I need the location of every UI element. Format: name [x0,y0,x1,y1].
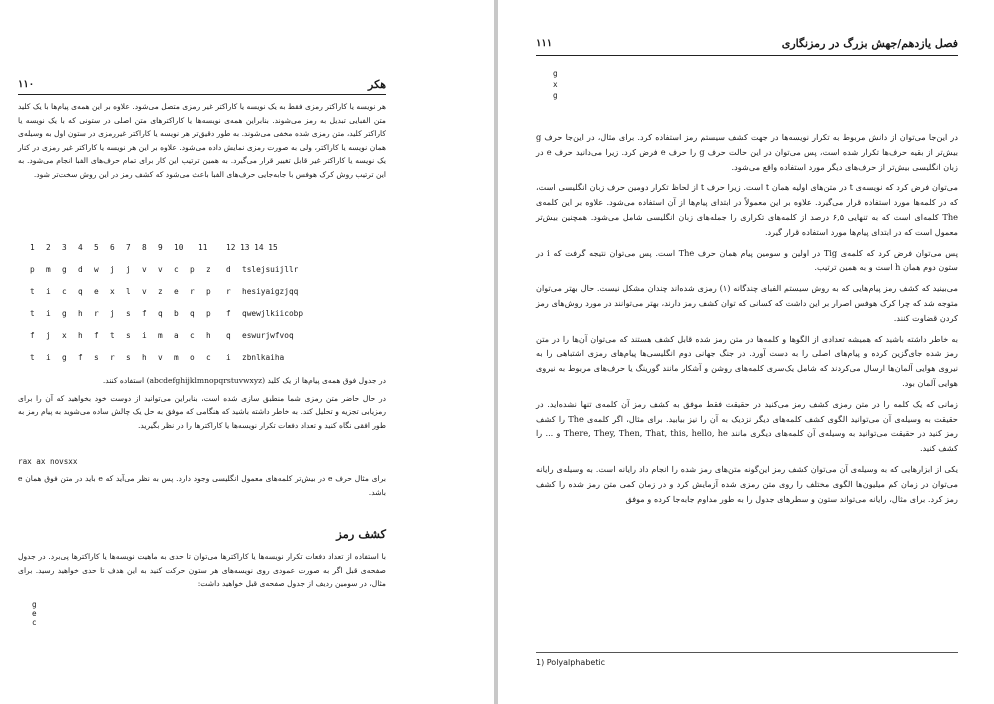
left-vertical-letters: g e c [32,600,37,627]
intro-paragraph: هر نویسه یا کاراکتر رمزی فقط به یک نویسه یا کاراکتر غیر رمزی متصل می‌شود. علاوه بر این همه‌ی پیام‌ها با یک کلید متن الفبایی تبدیل به رمز می‌شوند. بنابراین همه‌ی نویسه‌ها یا کاراکترهای متن اصلی در ستونی که با یک نویسه یا کاراکتر کلید، متن رمزی شده مخفی می‌شوند. به طور دقیق‌تر هر نویسه یا کاراکتر غیررمزی در ستون اول به وسیله‌ی همان نویسه یا کاراکتر، ولی به صورت رمزی نمایش داده می‌شود. علاوه بر این هر نویسه یا کاراکتر غیر رمزی در کنار یک نویسه یا کاراکتر غیر قابل تغییر قرار می‌گیرد. به همین ترتیب این کار برای تمام حرف‌های الفبا انجام می‌شود. به این ترتیب روش کرک هوفس با جابه‌جایی حرف‌های الفبا باعث می‌شود که کشف رمز در این روش سخت‌تر شود. [18,102,386,179]
paragraph-3: برای مثال حرف e در بیش‌تر کلمه‌های معمول انگلیسی وجود دارد. پس به نظر می‌آید که e باید در متن فوق همان e باشد. [18,474,387,497]
cipher-table-row: t i c q e x l v z e r p r hesiyaigzjqq [30,287,299,296]
right-header-rule [536,55,958,56]
right-paragraph: پس می‌توان فرض کرد که کلمه‌ی Tig در اولین و سومین پیام همان حرف The است. پس می‌توان نتیجه گرفت که i در ستون دوم همان h است و به همین ترتیب. [536,247,958,273]
right-page-number: ۱۱۱ [536,38,553,49]
right-paragraph: می‌بینید که کشف رمز پیام‌هایی که به روش سیستم الفبای چندگانه (۱) رمزی شده‌اند چندان مشکل نیست. حال بهتر می‌توان متوجه شد که چرا کرک هوفس اصرار بر این داشت که کسانی که توان کشف رمز دارند، بهتر می‌توانند در مورد روش‌های رمز کردن قضاوت کنند. [536,283,958,323]
cipher-table [30,237,332,369]
left-text-block-3 [18,472,386,503]
footnote: 1) Polyalphabetic [536,658,606,667]
cipher-table-row: t i g f s r s h v m o c i zbnlkaiha [30,353,285,362]
left-text-block-4 [18,550,386,595]
left-header-rule [18,94,386,95]
section-paragraph: با استفاده از تعداد دفعات تکرار نویسه‌ها یا کاراکترها می‌توان تا حدی به ماهیت نویسه‌ها یا کاراکترها پی‌برد. در جدول صفحه‌ی قبل اگر به صورت عمودی روی نویسه‌های هر ستون حرکت کنید به این هدف تا حدی خواهید رسید. برای مثال، در سومین ردیف از جدول صفحه‌ی قبل خواهید داشت: [18,552,386,588]
left-page-number: ۱۱۰ [18,79,35,90]
right-paragraph: در این‌جا می‌توان از دانش مربوط به تکرار نویسه‌ها در جهت کشف سیستم رمز استفاده کرد. برای مثال، در این‌جا حرف g بیش‌تر از بقیه حرف‌ها تکرار شده است، پس می‌توان در این حالت حرف g را حرف e فرض کرد. زیرا می‌دانید حرف e در زبان انگلیسی بیش‌تر از حرف‌های دیگر مورد استفاده واقع می‌شود. [536,132,958,172]
left-page-header [18,78,386,91]
right-paragraph: زمانی که یک کلمه را در متن رمزی کشف رمز می‌کنید در حقیقت فقط موفق به کشف رمز آن کلمه‌ی تنها نشده‌اید. در حقیقت به وسیله‌ی آن می‌توانید الگوی کشف کلمه‌های دیگر نزدیک به آن را نیز بیابید. برای مثال، اگر کلمه‌ی The را کشف رمز کنید در حقیقت می‌توانید به وسیله‌ی آن کلمه‌های دیگری مانند There, They, Then, That, this, hello, he و ... را کشف کنید. [536,398,959,454]
right-page-header [536,37,958,50]
cipher-table-header: 1 2 3 4 5 6 7 8 9 10 11 12 13 14 15 [30,243,278,252]
left-text-block-2 [18,374,386,436]
footnote-rule [536,652,958,653]
right-text-block [536,130,958,512]
right-paragraph: می‌توان فرض کرد که نویسه‌ی t در متن‌های اولیه همان t است. زیرا حرف t از لحاظ تکرار دومین حرف زبان انگلیسی است، که در کلمه‌ها مورد استفاده قرار می‌گیرد. علاوه بر این معمولاً در ابتدای پیام‌ها از آن استفاده می‌شود. علاوه بر این کلمه‌ی The کلمه‌ای است که به تنهایی ۶,۵ درصد از کلمه‌های تکراری را جمله‌های زبان انگلیسی شامل می‌شود. همچنین بیش‌تر معمول است که در ابتدای پیام‌ها مورد استفاده قرار گیرد. [536,182,958,237]
right-page-title: فصل یازدهم/جهش بزرگ در رمزنگاری [781,37,958,50]
right-page [498,0,994,704]
cipher-table-row: t i g h r j s f q b q p f qwewjlkiicobp [30,309,304,318]
left-page [0,0,494,704]
section-heading: کشف رمز [336,527,386,541]
right-paragraph: به خاطر داشته باشید که همیشه تعدادی از الگوها و کلمه‌ها در متن رمز شده قابل کشف هستند که می‌توان آن‌ها را در متن رمز شده جای‌گزین کرده و پیام‌های اصلی را به دست آورد. در جنگ جهانی دوم انگلیسی‌ها پیام‌های رمزی اشتباهی را به نیروی هوایی آلمان‌ها ارسال می‌کردند که شامل یک‌سری کلمه‌های روشن و آشکار مانند گورینگ یا حرف‌های مربوط به نیروی هوایی آلمان بود. [536,333,958,388]
table-caption: در جدول فوق همه‌ی پیام‌ها از یک کلید (abcdefghijklmnopqrstuvwxyz) استفاده کنند. [102,376,386,385]
cipher-table-row: f j x h f t s i m a c h q eswurjwfvoq [30,331,294,340]
right-vertical-letters: g x g [553,69,558,100]
left-text-block-1 [18,100,386,185]
paragraph-2: در حال حاضر متن رمزی شما منطبق سازی شده است، بنابراین می‌توانید از دوست خود بخواهید که آن را برای رمزیابی تجزیه و تحلیل کند. به خاطر داشته باشید که هنگامی که موفق به حل یک چالش ساده می‌شوید به پیام رمز به طور افقی نگاه کنید و تعداد دفعات تکرار نویسه‌ها یا کاراکترها را در نظر بگیرید. [18,393,386,430]
code-line: rax ax novsxx [18,457,78,466]
left-page-title: هکر [368,78,386,91]
right-paragraph: یکی از ابزارهایی که به وسیله‌ی آن می‌توان کشف رمز این‌گونه متن‌های رمز شده را انجام داد رایانه است. به وسیله‌ی رایانه می‌توان در زمان کم میلیون‌ها الگوی مختلف را روی متن رمزی شده آزمایش کرد و در زمان کمی متن رمز شده را کشف رمز کرد. برای مثال، رایانه می‌تواند ستون و سطرهای جدول را به طور مداوم جابه‌جا کرده و موفق [536,463,958,504]
cipher-table-row: p m g d w j j v v c p z d tslejsuijllr [30,265,299,274]
